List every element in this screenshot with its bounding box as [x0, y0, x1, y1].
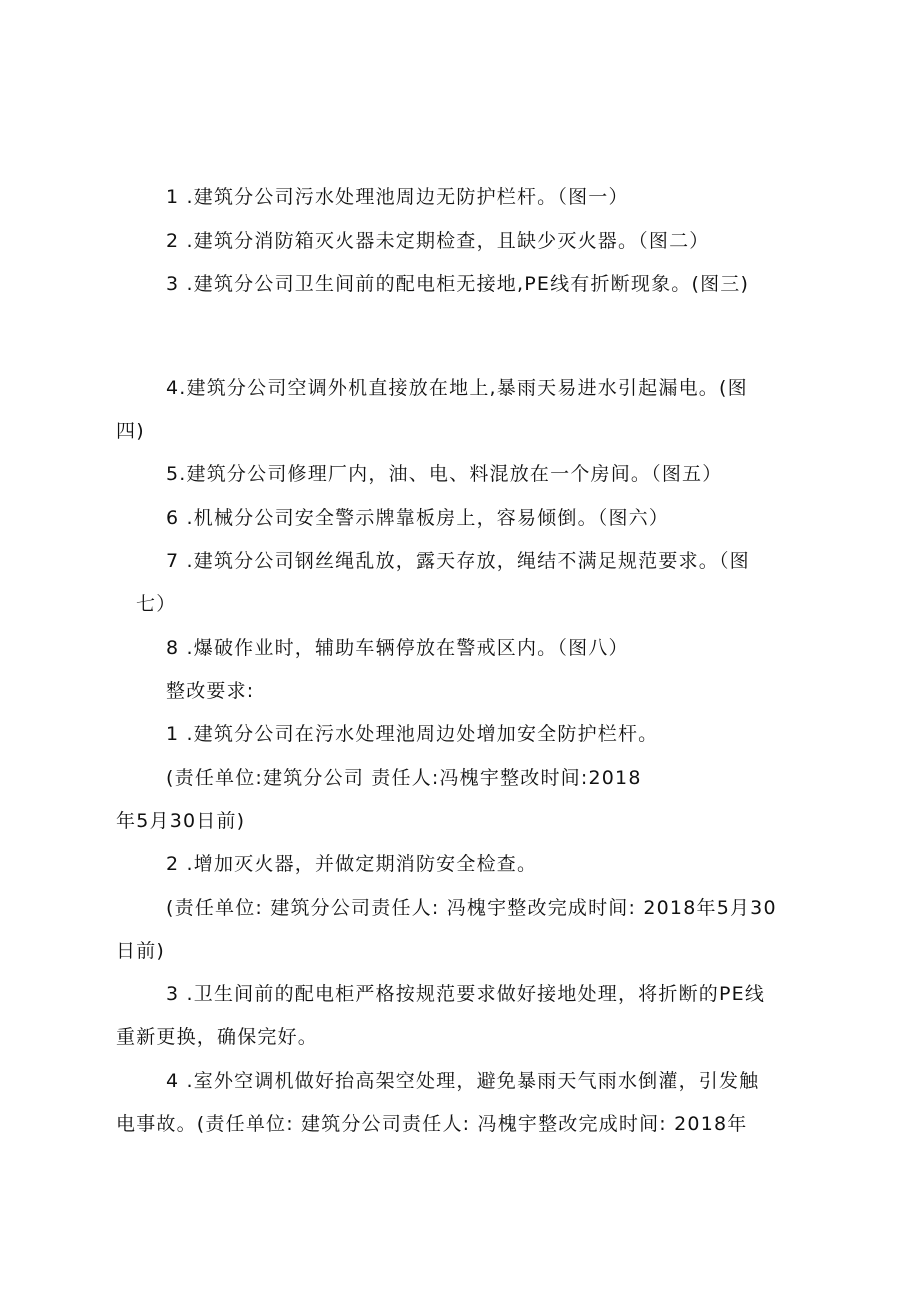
issue-4-continuation: 四)	[116, 420, 145, 442]
requirement-1-deadline: 年5月30日前)	[116, 810, 246, 832]
requirement-1: 1 .建筑分公司在污水处理池周边处增加安全防护栏杆。	[166, 723, 659, 745]
requirement-3: 3 .卫生间前的配电柜严格按规范要求做好接地处理，将折断的PE线	[166, 983, 766, 1005]
requirement-3-continuation: 重新更换，确保完好。	[116, 1026, 319, 1048]
requirement-2-deadline: 日前)	[116, 940, 166, 962]
issue-2: 2 .建筑分消防箱灭火器未定期检查，且缺少灭火器。（图二）	[166, 230, 710, 252]
requirement-2: 2 .增加灭火器，并做定期消防安全检查。	[166, 853, 538, 875]
requirement-1-responsibility: (责任单位:建筑分公司 责任人:冯槐宇整改时间:2018	[166, 767, 642, 789]
requirement-2-responsibility: (责任单位: 建筑分公司责任人: 冯槐宇整改完成时间: 2018年5月30	[166, 897, 777, 919]
issue-7: 7 .建筑分公司钢丝绳乱放，露天存放，绳结不满足规范要求。（图	[166, 550, 750, 572]
issue-1: 1 .建筑分公司污水处理池周边无防护栏杆。（图一）	[166, 186, 629, 208]
issue-4: 4.建筑分公司空调外机直接放在地上,暴雨天易进水引起漏电。(图	[166, 377, 748, 399]
issue-7-continuation: 七）	[136, 593, 177, 615]
issue-3: 3 .建筑分公司卫生间前的配电柜无接地,PE线有折断现象。(图三)	[166, 273, 750, 295]
issue-5: 5.建筑分公司修理厂内，油、电、料混放在一个房间。（图五）	[166, 463, 723, 485]
issue-8: 8 .爆破作业时，辅助车辆停放在警戒区内。（图八）	[166, 637, 629, 659]
requirement-4-continuation: 电事故。(责任单位: 建筑分公司责任人: 冯槐宇整改完成时间: 2018年	[116, 1113, 748, 1135]
issue-6: 6 .机械分公司安全警示牌靠板房上，容易倾倒。（图六）	[166, 507, 670, 529]
rectification-heading: 整改要求:	[166, 680, 255, 702]
requirement-4: 4 .室外空调机做好抬高架空处理，避免暴雨天气雨水倒灌，引发触	[166, 1070, 760, 1092]
